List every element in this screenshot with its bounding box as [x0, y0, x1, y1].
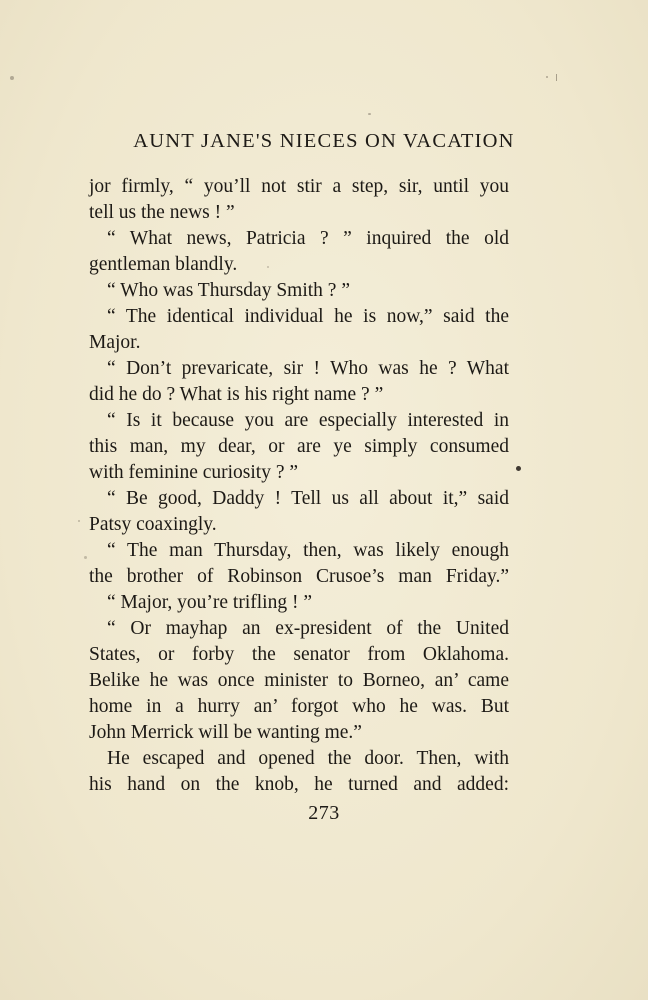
ink-speck	[546, 76, 548, 78]
text-line: John Merrick will be wanting me.”	[89, 722, 362, 743]
ink-speck	[516, 466, 521, 471]
text-line: tell us the news ! ”	[89, 202, 235, 223]
text-line: Patsy coaxingly.	[89, 514, 217, 535]
text-line: did he do ? What is his right name ? ”	[89, 384, 384, 405]
text-line: “ What news, Patricia ? ” inquired the old	[107, 228, 509, 249]
text-line: Belike he was once minister to Borneo, an’ came	[89, 670, 509, 691]
text-line: Major.	[89, 332, 141, 353]
ink-speck	[556, 74, 557, 81]
text-line: jor firmly, “ you’ll not stir a step, sir, until you	[89, 176, 509, 197]
ink-speck	[368, 113, 371, 115]
text-line: “ The man Thursday, then, was likely enough	[107, 540, 509, 561]
text-line: this man, my dear, or are ye simply consumed	[89, 436, 509, 457]
text-line: the brother of Robinson Crusoe’s man Friday.”	[89, 566, 509, 587]
text-line: gentleman blandly.	[89, 254, 238, 275]
text-line: home in a hurry an’ forgot who he was. But	[89, 696, 509, 717]
text-line: “ Don’t prevaricate, sir ! Who was he ? What	[107, 358, 509, 379]
text-line: “ The identical individual he is now,” said the	[107, 306, 509, 327]
text-line: “ Major, you’re trifling ! ”	[107, 592, 312, 613]
body-text	[89, 174, 509, 798]
text-line: “ Who was Thursday Smith ? ”	[107, 280, 350, 301]
running-head: AUNT JANE'S NIECES ON VACATION	[133, 130, 515, 152]
text-line: with feminine curiosity ? ”	[89, 462, 299, 483]
text-line: He escaped and opened the door. Then, with	[107, 748, 509, 769]
ink-speck	[10, 76, 14, 80]
ink-speck	[84, 556, 87, 559]
page-number: 273	[308, 802, 340, 824]
text-line: “ Be good, Daddy ! Tell us all about it,” said	[107, 488, 509, 509]
text-line: “ Is it because you are especially interested in	[107, 410, 509, 431]
text-line: States, or forby the senator from Oklahoma.	[89, 644, 509, 665]
text-line: “ Or mayhap an ex-president of the United	[107, 618, 509, 639]
text-line: his hand on the knob, he turned and added:	[89, 774, 509, 795]
ink-speck	[78, 520, 80, 522]
